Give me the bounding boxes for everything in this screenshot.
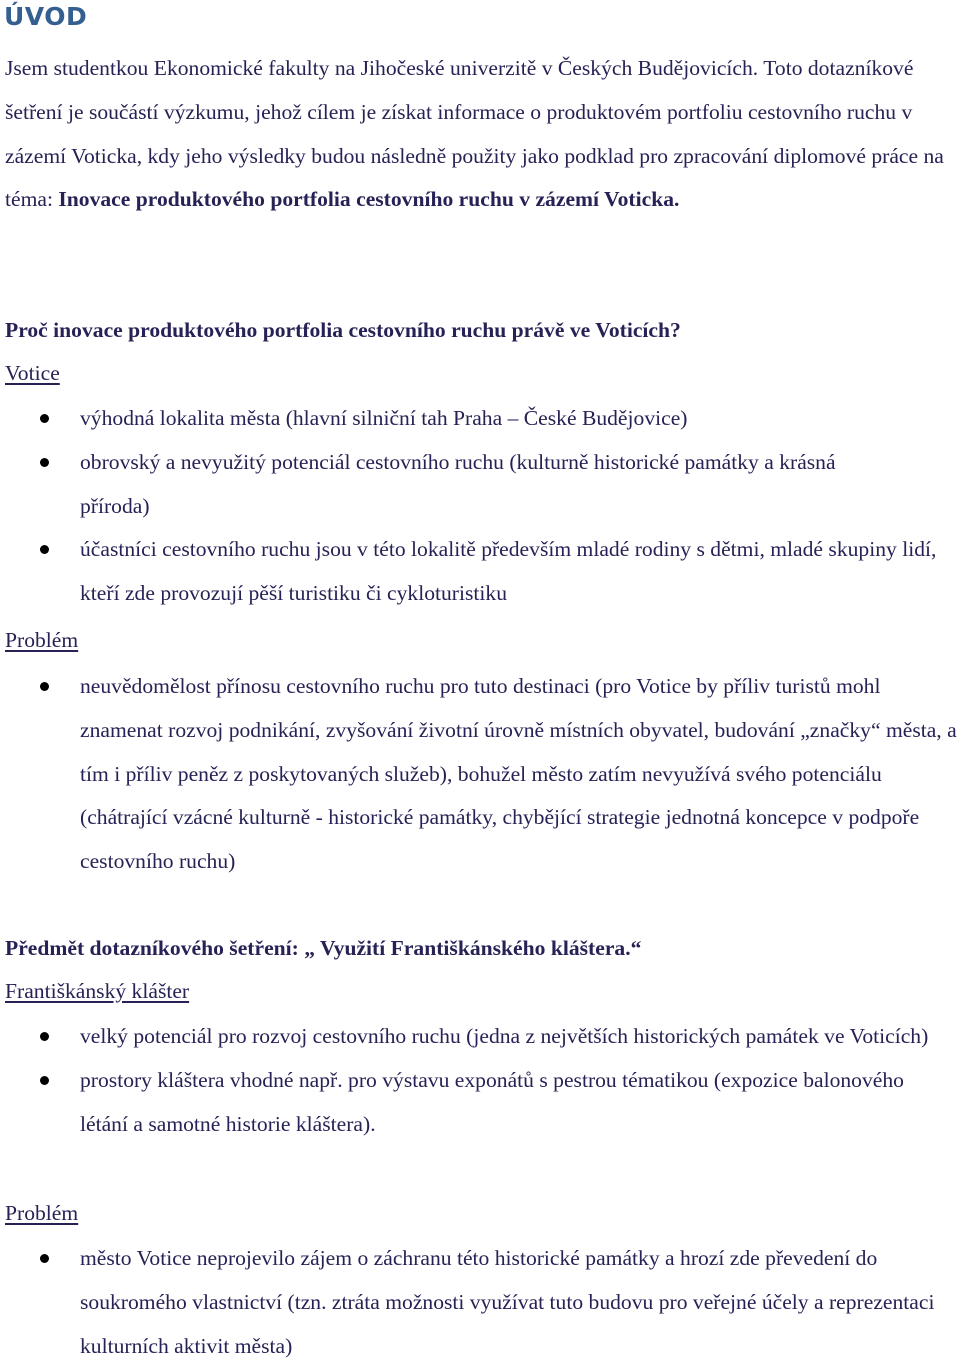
thesis-topic: Inovace produktového portfolia cestovního ruchu v zázemí Voticka. (58, 187, 680, 212)
list-item: obrovský a nevyužitý potenciál cestovního ruchu (kulturně historické památky a krásná příroda) (0, 441, 960, 529)
monastery-list (0, 1015, 960, 1146)
bullet-icon (40, 545, 49, 554)
list-item: neuvědomělost přínosu cestovního ruchu pro tuto destinaci (pro Votice by příliv turistů mohl znamenat rozvoj podnikání, zvyšování životní úrovně místních obyvatel, budování „značky“ města, a tím i příliv peněz z poskytovaných služeb), bohužel město zatím nevyužívá svého potenciálu (chátrající vzácné kulturně - historické památky, chybějící strategie jednotná koncepce v podpoře cestovního ruchu) (0, 665, 960, 884)
list-item: město Votice neprojevilo zájem o záchranu této historické památky a hrozí zde převedení do soukromého vlastnictví (tzn. ztráta možnosti využívat tuto budovu pro veřejné účely a reprezentaci kulturních aktivit města) (0, 1237, 960, 1368)
list-item: výhodná lokalita města (hlavní silniční tah Praha – České Budějovice) (0, 397, 960, 441)
bullet-icon (40, 1254, 49, 1263)
survey-subject: Předmět dotazníkového šetření: „ Využití Františkánského kláštera.“ (5, 936, 642, 960)
list-item: velký potenciál pro rozvoj cestovního ruchu (jedna z největších historických památek ve Voticích) (0, 1015, 960, 1059)
bullet-icon (40, 1076, 49, 1085)
problem-list-2 (0, 1237, 960, 1368)
votice-list (0, 397, 960, 616)
list-item: prostory kláštera vhodné např. pro výstavu exponátů s pestrou tématikou (expozice balonového létání a samotné historie kláštera). (0, 1059, 960, 1147)
problem-list-1 (0, 665, 960, 884)
label-votice: Votice (5, 361, 60, 385)
bullet-icon (40, 1032, 49, 1041)
label-monastery: Františkánský klášter (5, 979, 190, 1003)
section-question: Proč inovace produktového portfolia cestovního ruchu právě ve Voticích? (5, 318, 681, 342)
bullet-icon (40, 414, 49, 423)
page-title: ÚVOD (4, 2, 88, 31)
list-item: účastníci cestovního ruchu jsou v této lokalitě především mladé rodiny s dětmi, mladé skupiny lidí, kteří zde provozují pěší turistiku či cykloturistiku (0, 528, 960, 616)
label-problem-2: Problém (5, 1201, 79, 1225)
bullet-icon (40, 458, 49, 467)
intro-paragraph (5, 47, 960, 222)
label-problem-1: Problém (5, 628, 79, 652)
bullet-icon (40, 682, 49, 691)
intro-text: Jsem studentkou Ekonomické fakulty na Jihočeské univerzitě v Českých Budějovicích. Toto dotazníkové šetření je součástí výzkumu, jehož cílem je získat informace o produktovém portfoliu cestovního ruchu v zázemí Voticka, kdy jeho výsledky budou následně použity jako podklad pro zpracování diplomové práce na téma: (5, 56, 944, 212)
